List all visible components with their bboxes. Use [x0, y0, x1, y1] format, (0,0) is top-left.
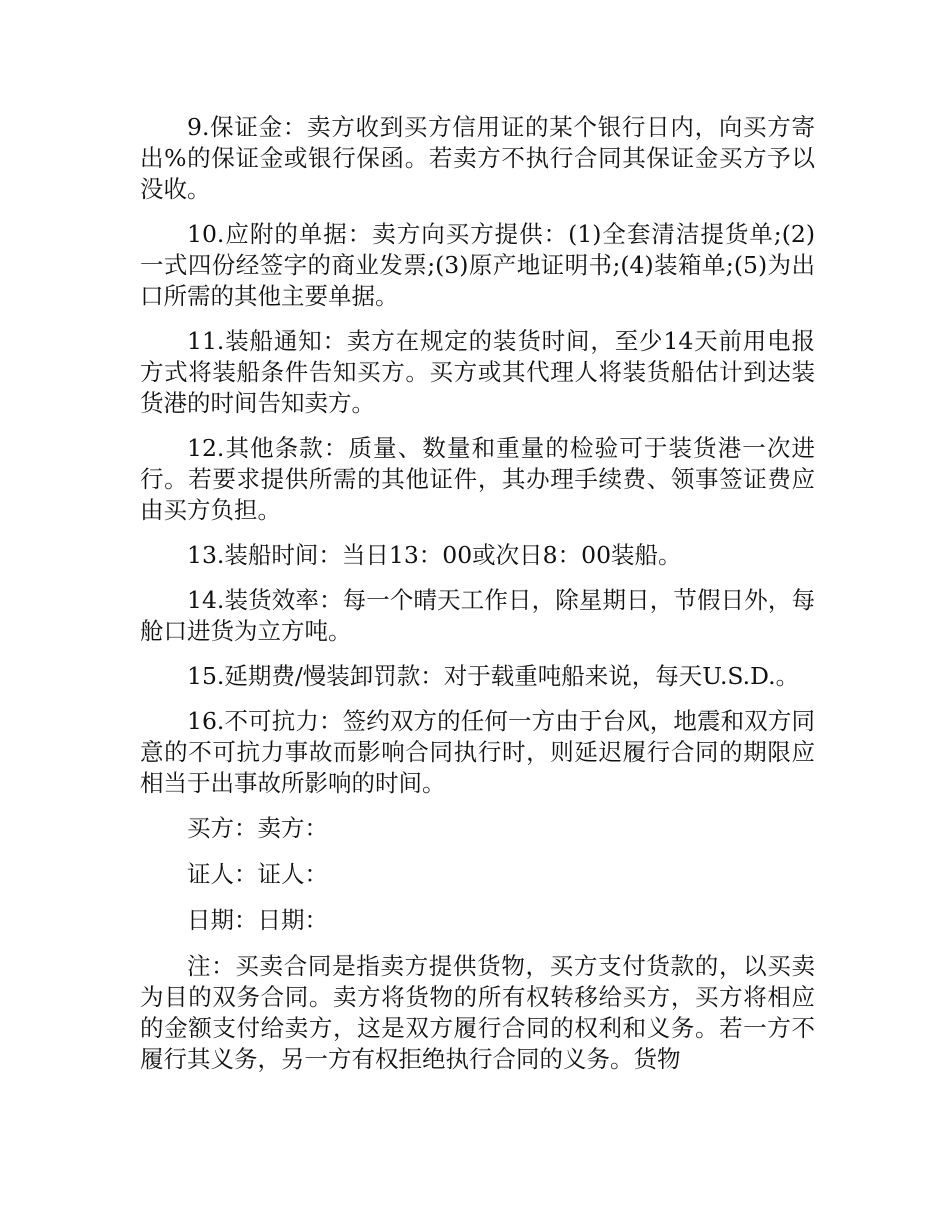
note-paragraph: 注：买卖合同是指卖方提供货物，买方支付货款的，以买卖为目的双务合同。卖方将货物的所有权转移给买方，买方将相应的金额支付给卖方，这是双方履行合同的权利和义务。若一方不履行其义务，另一方有权拒绝执行合同的义务。货物 [140, 952, 815, 1073]
signature-parties: 买方：卖方： [187, 814, 328, 842]
document-page [140, 112, 815, 1089]
signature-dates: 日期：日期： [187, 906, 328, 934]
clause-12-other-terms: 12.其他条款：质量、数量和重量的检验可于装货港一次进行。若要求提供所需的其他证件，其办理手续费、领事签证费应由买方负担。 [140, 434, 815, 524]
clause-15-demurrage: 15.延期费/慢装卸罚款：对于载重吨船来说，每天U.S.D.。 [187, 662, 800, 690]
clause-16-force-majeure: 16.不可抗力：签约双方的任何一方由于台风，地震和双方同意的不可抗力事故而影响合同执行时，则延迟履行合同的期限应相当于出事故所影响的时间。 [140, 707, 815, 797]
clause-11-shipping-notice: 11.装船通知：卖方在规定的装货时间，至少14天前用电报方式将装船条件告知买方。买方或其代理人将装货船估计到达装货港的时间告知卖方。 [140, 327, 815, 417]
clause-9-deposit: 9.保证金：卖方收到买方信用证的某个银行日内，向买方寄出%的保证金或银行保函。若卖方不执行合同其保证金买方予以没收。 [140, 113, 815, 203]
clause-13-shipping-time: 13.装船时间：当日13：00或次日8：00装船。 [187, 541, 682, 569]
clause-10-documents: 10.应附的单据：卖方向买方提供：(1)全套清洁提货单;(2)一式四份经签字的商业发票;(3)原产地证明书;(4)装箱单;(5)为出口所需的其他主要单据。 [140, 220, 815, 310]
clause-14-loading-rate: 14.装货效率：每一个晴天工作日，除星期日，节假日外，每舱口进货为立方吨。 [140, 586, 815, 645]
signature-witnesses: 证人：证人： [187, 860, 328, 888]
